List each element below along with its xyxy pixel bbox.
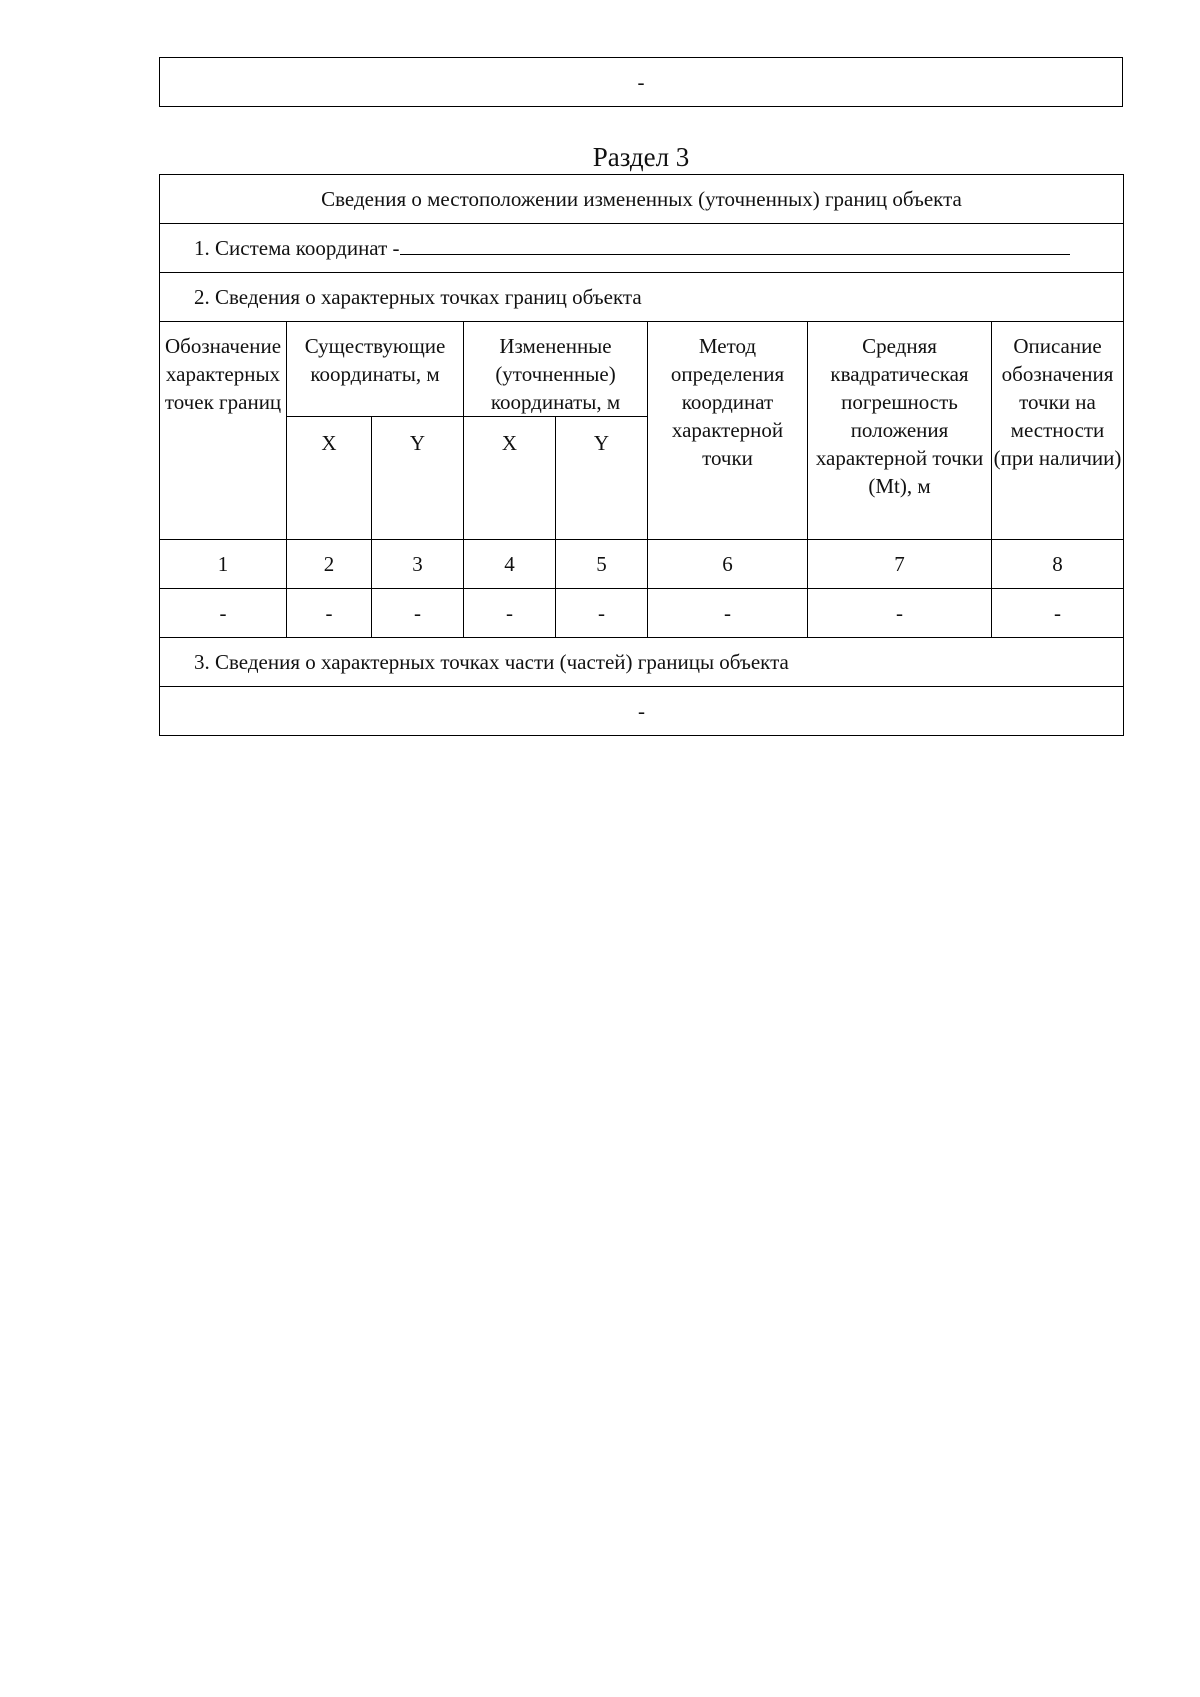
table-cell: -	[808, 589, 992, 638]
header-existing-coords: Существующие координаты, м	[287, 322, 464, 417]
table-cell: -	[160, 589, 287, 638]
boundary-table	[159, 174, 1124, 736]
column-number: 5	[556, 540, 648, 589]
top-box	[159, 57, 1123, 107]
coordinate-system-line	[400, 234, 1070, 255]
table-cell: -	[556, 589, 648, 638]
header-existing-y: Y	[372, 417, 464, 540]
column-number: 1	[160, 540, 287, 589]
table-cell: -	[287, 589, 372, 638]
header-changed-x: X	[464, 417, 556, 540]
header-existing-x: X	[287, 417, 372, 540]
header-description: Описание обозначения точки на местности (при наличии)	[992, 322, 1124, 540]
column-numbers-row	[160, 540, 1124, 589]
top-box-value: -	[637, 69, 645, 94]
table-cell: -	[372, 589, 464, 638]
column-number: 6	[648, 540, 808, 589]
column-number: 4	[464, 540, 556, 589]
column-number: 7	[808, 540, 992, 589]
parts-caption: 3. Сведения о характерных точках части (частей) границы объекта	[160, 638, 1124, 687]
column-number: 2	[287, 540, 372, 589]
table-cell: -	[464, 589, 556, 638]
header-mean-error: Средняя квадратическая погрешность положения характерной точки (Mt), м	[808, 322, 992, 540]
parts-value: -	[160, 687, 1124, 736]
column-number: 3	[372, 540, 464, 589]
column-number: 8	[992, 540, 1124, 589]
header-designation: Обозначение характерных точек границ	[160, 322, 287, 540]
table-caption: Сведения о местоположении измененных (уточненных) границ объекта	[160, 175, 1124, 224]
coordinate-system-label: 1. Система координат -	[194, 236, 400, 260]
header-changed-y: Y	[556, 417, 648, 540]
table-cell: -	[648, 589, 808, 638]
coordinate-system-row	[160, 224, 1124, 273]
header-changed-coords: Измененные (уточненные) координаты, м	[464, 322, 648, 417]
table-cell: -	[992, 589, 1124, 638]
section-title: Раздел 3	[592, 142, 690, 172]
table-row	[160, 589, 1124, 638]
header-method: Метод определения координат характерной точки	[648, 322, 808, 540]
points-caption: 2. Сведения о характерных точках границ объекта	[160, 273, 1124, 322]
